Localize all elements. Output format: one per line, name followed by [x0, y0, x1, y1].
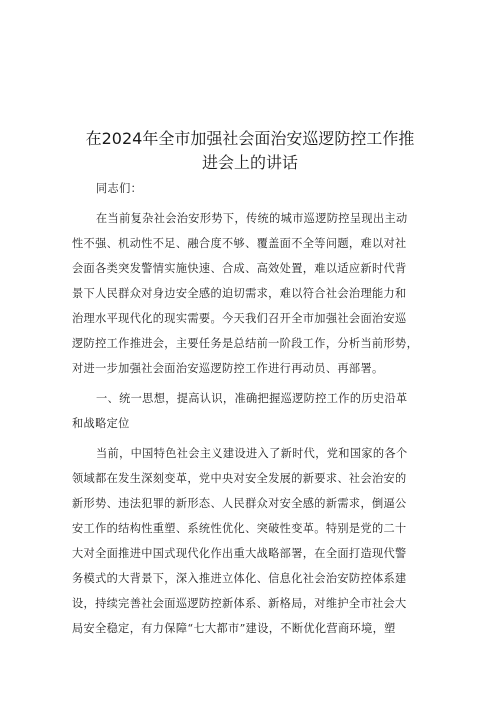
paragraph-2-line-1: 当前，中国特色社会主义建设进入了新时代，党和国家的各个 — [96, 447, 408, 460]
section-heading-line-1: 一、统一思想，提高认识，准确把握巡逻防控工作的历史沿革 — [96, 392, 408, 405]
paragraph-1-line-7: 对进一步加强社会面治安巡逻防控工作进行再动员、再部署。 — [72, 362, 384, 375]
section-heading-line-2: 和战略定位 — [72, 417, 130, 430]
paragraph-1-line-3: 会面各类突发警情实施快速、合成、高效处置，难以适应新时代背 — [72, 262, 407, 275]
paragraph-2-line-2: 领域都在发生深刻变革，党中央对安全发展的新要求、社会治安的 — [72, 472, 407, 485]
document-title-line-2: 进会上的讲话 — [201, 153, 298, 172]
paragraph-1-line-2: 性不强、机动性不足、融合度不够、覆盖面不全等问题，难以对社 — [72, 237, 407, 250]
paragraph-2-line-7: 设，持续完善社会面巡逻防控新体系、新格局，对维护全市社会大 — [72, 597, 407, 610]
document-title-line-1: 在2024年全市加强社会面治安巡逻防控工作推 — [85, 129, 415, 148]
salutation: 同志们： — [96, 182, 143, 195]
paragraph-2-line-8: 局安全稳定，有力保障“七大都市”建设，不断优化营商环境，塑 — [72, 622, 396, 635]
paragraph-2-line-3: 新形势、违法犯罪的新形态、人民群众对安全感的新需求，倒逼公 — [72, 497, 407, 510]
paragraph-2-line-6: 务模式的大背景下，深入推进立体化、信息化社会治安防控体系建 — [72, 572, 407, 585]
paragraph-1-line-4: 景下人民群众对身边安全感的迫切需求，难以符合社会治理能力和 — [72, 287, 407, 300]
paragraph-1-line-6: 逻防控工作推进会，主要任务是总结前一阶段工作，分析当前形势， — [72, 337, 419, 350]
paragraph-2-line-5: 大对全面推进中国式现代化作出重大战略部署，在全面打造现代警 — [72, 547, 407, 560]
paragraph-1-line-1: 在当前复杂社会治安形势下，传统的城市巡逻防控呈现出主动 — [96, 212, 408, 225]
paragraph-2-line-4: 安工作的结构性重塑、系统性优化、突破性变革。特别是党的二十 — [72, 522, 407, 535]
paragraph-1-line-5: 治理水平现代化的现实需要。今天我们召开全市加强社会面治安巡 — [72, 312, 407, 325]
